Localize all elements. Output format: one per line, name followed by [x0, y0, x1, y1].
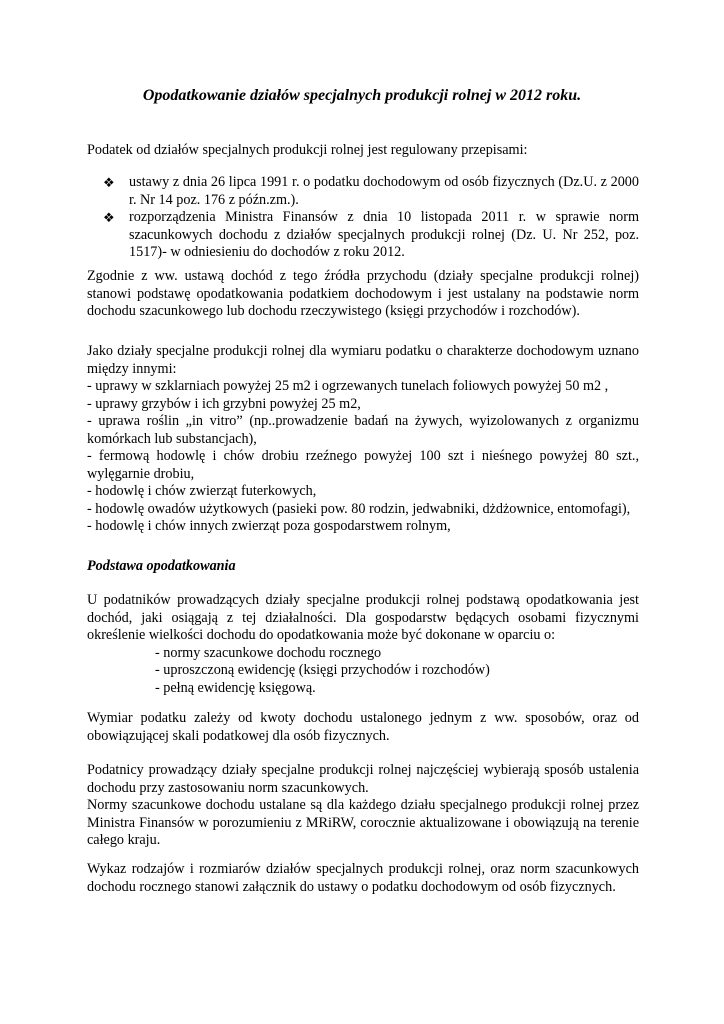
paragraph-taxpayers: Podatnicy prowadzący działy specjalne produkcji rolnej najczęściej wybierają sposób ustalenia dochodu przy zastosowaniu norm szacunkowych.: [87, 762, 639, 796]
paragraph-income-basis: Zgodnie z ww. ustawą dochód z tego źródła przychodu (działy specjalne produkcji rolnej) stanowi podstawę opodatkowania podatkiem dochodowym i jest ustalany na podstawie norm dochodu szacunkowego lub dochodu rzeczywistego (księgi przychodów i rozchodów).: [87, 268, 639, 319]
taxation-basis-section: [87, 592, 639, 697]
paragraph-tax-assessment: Wymiar podatku zależy od kwoty dochodu ustalonego jednym z ww. sposobów, oraz od obowiązującej skali podatkowej dla osób fizycznych.: [87, 710, 639, 744]
list-item: - uprawy w szklarniach powyżej 25 m2 i ogrzewanych tunelach foliowych powyżej 50 m2 ,: [87, 378, 609, 394]
diamond-star-icon: ❖: [103, 210, 115, 225]
norms-section: [87, 762, 639, 850]
bullet-item: [103, 174, 639, 209]
intro-paragraph: Podatek od działów specjalnych produkcji rolnej jest regulowany przepisami:: [87, 142, 528, 158]
list-item: - hodowlę owadów użytkowych (pasieki pow. 80 rodzin, jedwabniki, dżdżownice, entomofagi),: [87, 500, 631, 517]
option-item: - pełną ewidencję księgową.: [155, 679, 316, 696]
bullet-item: [103, 209, 639, 262]
list-item: - hodowlę i chów zwierząt futerkowych,: [87, 483, 317, 499]
diamond-star-icon: ❖: [103, 175, 115, 190]
list-item: - hodowlę i chów innych zwierząt poza gospodarstwem rolnym,: [87, 518, 451, 534]
paragraph-taxation-basis: U podatników prowadzących działy specjalne produkcji rolnej podstawą opodatkowania jest dochód, jaki osiągają z tej działalności. Dla gospodarstw będących osobami fizycznymi określenie wielkości dochodu do opodatkowania może być dokonane w oparciu o:: [87, 592, 639, 643]
paragraph-norms: Normy szacunkowe dochodu ustalane są dla każdego działu specjalnego produkcji rolnej przez Ministra Finansów w porozumieniu z MRiRW, corocznie aktualizowane i obowiązują na terenie całego kraju.: [87, 797, 639, 848]
list-intro: Jako działy specjalne produkcji rolnej dla wymiaru podatku o charakterze dochodowym uznano między innymi:: [87, 343, 639, 377]
list-item: - uprawa roślin „in vitro” (np..prowadzenie badań na żywych, wyizolowanych z organizmu komórkach lub substancjach),: [87, 413, 639, 447]
list-item: - fermową hodowlę i chów drobiu rzeźnego powyżej 100 szt i nieśnego powyżej 80 szt., wylęgarnie drobiu,: [87, 448, 639, 482]
bullet-text: ustawy z dnia 26 lipca 1991 r. o podatku dochodowym od osób fizycznych (Dz.U. z 2000 r. Nr 14 poz. 176 z późn.zm.).: [129, 174, 639, 208]
option-item: - normy szacunkowe dochodu rocznego: [155, 644, 382, 661]
option-item: - uproszczoną ewidencję (księgi przychodów i rozchodów): [155, 662, 490, 678]
document-title: Opodatkowanie działów specjalnych produkcji rolnej w 2012 roku.: [142, 87, 582, 104]
paragraph-annex: Wykaz rodzajów i rozmiarów działów specjalnych produkcji rolnej, oraz norm szacunkowych dochodu rocznego stanowi załącznik do ustawy o podatku dochodowym od osób fizycznych.: [87, 861, 639, 895]
bullet-text: rozporządzenia Ministra Finansów z dnia 10 listopada 2011 r. w sprawie norm szacunkowych dochodu z działów specjalnych produkcji rolnej (Dz. U. Nr 252, poz. 1517)- w odniesieniu do dochodów z roku 2012.: [129, 209, 639, 260]
special-sections-list: [87, 343, 639, 536]
section-heading: Podstawa opodatkowania: [87, 558, 236, 574]
legal-basis-list: [103, 174, 639, 262]
list-item: - uprawy grzybów i ich grzybni powyżej 25 m2,: [87, 395, 361, 412]
